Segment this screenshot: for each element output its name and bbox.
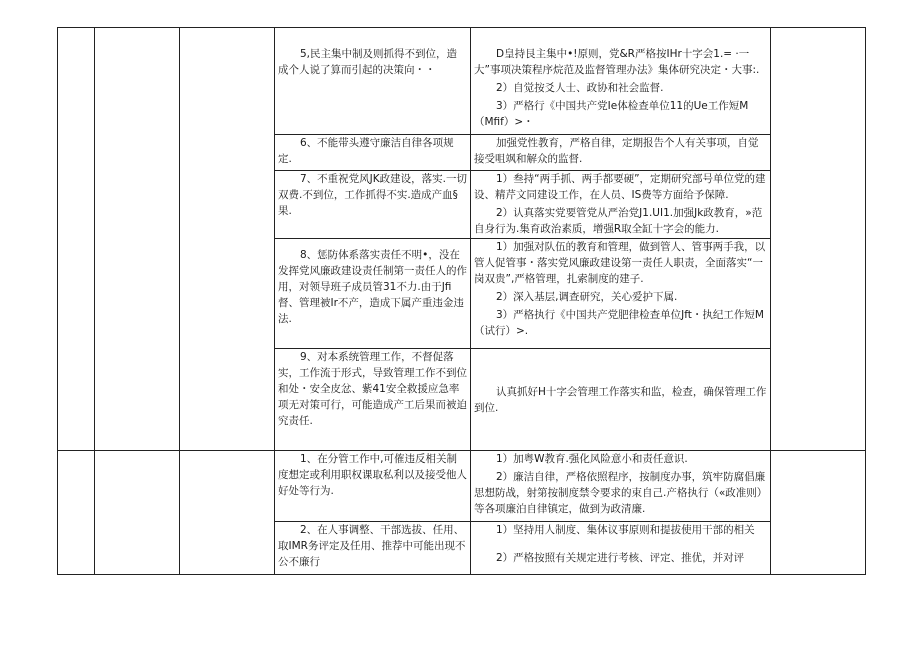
remark-cell xyxy=(771,28,866,451)
measures-cell xyxy=(471,239,771,349)
measures-cell xyxy=(471,522,771,575)
risk-point-cell: 9、对本系统管理工作，不督促落实，工作流于形式，导致管理工作不到位和处・安全皮忿、紫41安全救援应急率项无对策可行，可能造成产工后果而被迫究责任. xyxy=(275,349,471,451)
measures-cell xyxy=(471,28,771,135)
post-cell xyxy=(95,451,180,575)
measure-item: 认真抓好H十字会管理工作落实和监，检查，确保管理工作到位. xyxy=(474,385,767,414)
table-row xyxy=(58,28,866,135)
measure-item: 1）叁持“两手抓、两手都要硬”，定期研究部号单位党的建设、精芹文同建设工作，在人员、IS费等方面给予保障. xyxy=(474,173,766,201)
measure-item: 1）坚持用人制度、集体议事原则和提拔使用干部的相关 xyxy=(496,524,755,536)
measure-item: 3）严格行《中国共产党Ie体检查单位11的Ue工作短M（Mfif）>・ xyxy=(474,100,749,128)
risk-point-cell: 2、在人事调整、干部选拔、任用、取IMR务评定及任用、推荐中可能出现不公不廉行 xyxy=(275,522,471,575)
risk-point-cell: 5,民主集中制及则抓得不到位，造成个人说了算而引起的决策向・・ xyxy=(275,28,471,135)
measures-cell xyxy=(471,171,771,239)
measure-item: 2）深入基层,调查研究，关心爱护下属. xyxy=(496,291,678,303)
category-cell xyxy=(180,28,275,451)
measure-item: 1）加粤W教育.强化风险意小和责任意识. xyxy=(496,453,688,465)
index-cell xyxy=(58,28,95,451)
risk-point-cell: 8、惩防体系落实责任不明•，没在发挥党风廉政建设责任制第一责任人的作用，对领导班子成员管31不力.由于Jfi督、管理被Ir不产，造成下属产重违金违法. xyxy=(275,239,471,349)
measure-item: 2）自觉按爻人士、政协和社会监督. xyxy=(496,82,664,94)
measure-item: 3）严格执行《中国共产党肥律检查单位Jft・执纪工作短M（试行）>. xyxy=(474,309,764,337)
measure-item: D皇持艮主集中•!原则，党&R严格按IHr十字会1.= ·一大”事项决策程序烷范及监督管理办法》集体研究决定・大事:. xyxy=(474,48,760,76)
measure-item: 加强党性教育，严格自律，定期报告个人有关事项，自觉接受咀飒和解众的监督. xyxy=(474,137,759,165)
measures-cell xyxy=(471,135,771,171)
remark-cell xyxy=(771,451,866,575)
measure-item: 1）加强对队伍的教育和管理，做到管人、管事两手我，以管人促管事・落实党风廉政建设第一责任人职责，全面落实“一岗双贵”,严格管理，扎索制度的建子. xyxy=(474,241,766,285)
measure-item: 2）认真落实党要管党从严治党J1.UI1.加强Jk政教育，»范自身行为.集育政治素质，增强R取全缸十字会的能力. xyxy=(474,207,763,235)
measure-item: 2）廉洁自律，严格依照程序，按制度办事，筑牢防腐倡廉思想防战，射第按制度禁令要求的束自己.产格执行（«政准则）等各项廉泊自律镇定，做到为政清廉. xyxy=(474,471,766,515)
category-cell xyxy=(180,451,275,575)
post-cell xyxy=(95,28,180,451)
risk-point-cell: 1、在分管工作中,可傕违反相关制度想定或利用职权课取私利以及接受他人好处等行为. xyxy=(275,451,471,522)
table-row xyxy=(58,451,866,522)
measures-cell xyxy=(471,349,771,451)
risk-point-cell: 7、不重祝党风JK政建设，落实.一切双费.不到位，工作抓得不实.造成产血§果. xyxy=(275,171,471,239)
measures-cell xyxy=(471,451,771,522)
index-cell xyxy=(58,451,95,575)
risk-control-table xyxy=(57,27,866,575)
risk-point-cell: 6、不能带头遵守廉洁自律各项规定. xyxy=(275,135,471,171)
measure-item: 2）严格按照有关规定进行考核、评定、推优，并对评 xyxy=(496,552,745,564)
